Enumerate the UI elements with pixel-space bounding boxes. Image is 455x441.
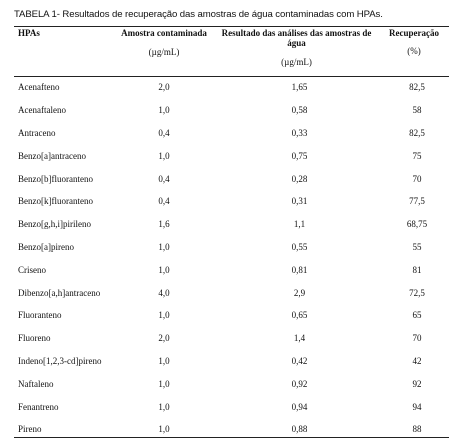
amostra-value-cell: 0,4: [158, 173, 170, 184]
hpa-name-cell: Indeno[1,2,3-cd]pireno: [18, 355, 102, 366]
recuperacao-value-cell: 55: [412, 241, 422, 252]
resultado-value-cell: 0,81: [291, 264, 308, 275]
resultado-value-cell: 0,55: [291, 241, 308, 252]
table-row: [14, 190, 449, 213]
table-row: [14, 418, 449, 441]
amostra-value-cell: 2,0: [158, 333, 170, 344]
table-row: [14, 122, 449, 145]
recuperacao-value-cell: 58: [412, 105, 422, 116]
amostra-value-cell: 1,0: [158, 150, 170, 161]
resultado-value-cell: 0,94: [291, 401, 308, 412]
resultado-value-cell: 1,1: [293, 219, 306, 230]
recuperacao-value-cell: 88: [412, 424, 422, 435]
amostra-value-cell: 1,0: [158, 105, 170, 116]
amostra-value-cell: 2,0: [158, 82, 170, 93]
hpa-name-cell: Benzo[a]antraceno: [18, 150, 86, 161]
hpa-name-cell: Fluoranteno: [18, 310, 62, 321]
table-body: [14, 76, 449, 441]
table-row: [14, 372, 449, 395]
table-row: [14, 213, 449, 236]
amostra-value-cell: 1,0: [158, 310, 170, 321]
amostra-value-cell: 1,0: [158, 401, 170, 412]
table-caption: TABELA 1- Resultados de recuperação das amostras de água contaminadas com HPAs.: [14, 9, 383, 20]
recuperacao-value-cell: 75: [412, 150, 422, 161]
amostra-value-cell: 1,0: [158, 424, 170, 435]
hpa-name-cell: Benzo[g,h,i]pirileno: [18, 219, 91, 230]
resultado-value-cell: 0,58: [291, 105, 308, 116]
amostra-value-cell: 1,6: [158, 219, 170, 230]
recuperacao-value-cell: 72,5: [409, 287, 425, 298]
resultado-value-cell: 0,92: [291, 378, 308, 389]
resultado-value-cell: 2,9: [293, 287, 306, 298]
recuperacao-value-cell: 82,5: [409, 127, 425, 138]
resultado-value-cell: 1,65: [291, 82, 308, 93]
amostra-value-cell: 1,0: [158, 355, 170, 366]
table-top-rule: [14, 26, 449, 27]
hpa-name-cell: Acenaftaleno: [18, 105, 66, 116]
header-hpas: HPAs: [18, 28, 40, 38]
recuperacao-value-cell: 92: [412, 378, 422, 389]
hpa-name-cell: Fluoreno: [18, 333, 51, 344]
table-row: [14, 236, 449, 259]
recuperacao-value-cell: 68,75: [406, 219, 428, 230]
table-row: [14, 144, 449, 167]
header-amostra: [114, 28, 214, 76]
hpa-name-cell: Antraceno: [18, 127, 56, 138]
header-recuperacao: [379, 28, 449, 76]
header-resultado-unit: (µg/mL): [281, 57, 312, 67]
resultado-value-cell: 0,31: [291, 196, 308, 207]
amostra-value-cell: 0,4: [158, 127, 170, 138]
hpa-name-cell: Criseno: [18, 264, 46, 275]
resultado-value-cell: 0,88: [291, 424, 308, 435]
resultado-value-cell: 0,75: [291, 150, 308, 161]
recuperacao-value-cell: 70: [412, 173, 422, 184]
amostra-value-cell: 1,0: [158, 378, 170, 389]
hpa-name-cell: Naftaleno: [18, 378, 54, 389]
resultado-value-cell: 1,4: [293, 333, 306, 344]
hpa-name-cell: Acenafteno: [18, 82, 60, 93]
amostra-value-cell: 1,0: [158, 264, 170, 275]
table-row: [14, 327, 449, 350]
recuperacao-value-cell: 65: [412, 310, 422, 321]
recuperacao-value-cell: 42: [412, 355, 422, 366]
header-amostra-title: Amostra contaminada: [121, 28, 207, 38]
hpa-name-cell: Dibenzo[a,h]antraceno: [18, 287, 101, 298]
amostra-value-cell: 0,4: [158, 196, 170, 207]
recuperacao-value-cell: 77,5: [409, 196, 425, 207]
recuperacao-value-cell: 81: [412, 264, 422, 275]
table-row: [14, 258, 449, 281]
header-recuperacao-title: Recuperação: [389, 28, 439, 38]
hpa-name-cell: Pireno: [18, 424, 42, 435]
table-row: [14, 350, 449, 373]
table-row: [14, 281, 449, 304]
hpa-name-cell: Benzo[k]fluoranteno: [18, 196, 93, 207]
table-row: [14, 395, 449, 418]
hpa-name-cell: Benzo[b]fluoranteno: [18, 173, 93, 184]
header-resultado-title: Resultado das análises das amostras de água: [221, 28, 372, 48]
resultado-value-cell: 0,42: [291, 355, 308, 366]
table-row: [14, 76, 449, 99]
header-amostra-unit: (µg/mL): [148, 47, 180, 57]
recuperacao-value-cell: 82,5: [409, 82, 425, 93]
resultado-value-cell: 0,65: [291, 310, 308, 321]
hpa-name-cell: Fenantreno: [18, 401, 59, 412]
header-recuperacao-unit: (%): [407, 46, 421, 56]
amostra-value-cell: 4,0: [158, 287, 170, 298]
amostra-value-cell: 1,0: [158, 241, 170, 252]
table-row: [14, 99, 449, 122]
table-header-row: [14, 28, 449, 76]
results-table: [14, 28, 449, 441]
recuperacao-value-cell: 94: [412, 401, 422, 412]
recuperacao-value-cell: 70: [412, 333, 422, 344]
header-resultado: [214, 28, 379, 76]
hpa-name-cell: Benzo[a]pireno: [18, 241, 74, 252]
resultado-value-cell: 0,28: [291, 173, 308, 184]
table-row: [14, 304, 449, 327]
table-row: [14, 167, 449, 190]
resultado-value-cell: 0,33: [291, 127, 308, 138]
